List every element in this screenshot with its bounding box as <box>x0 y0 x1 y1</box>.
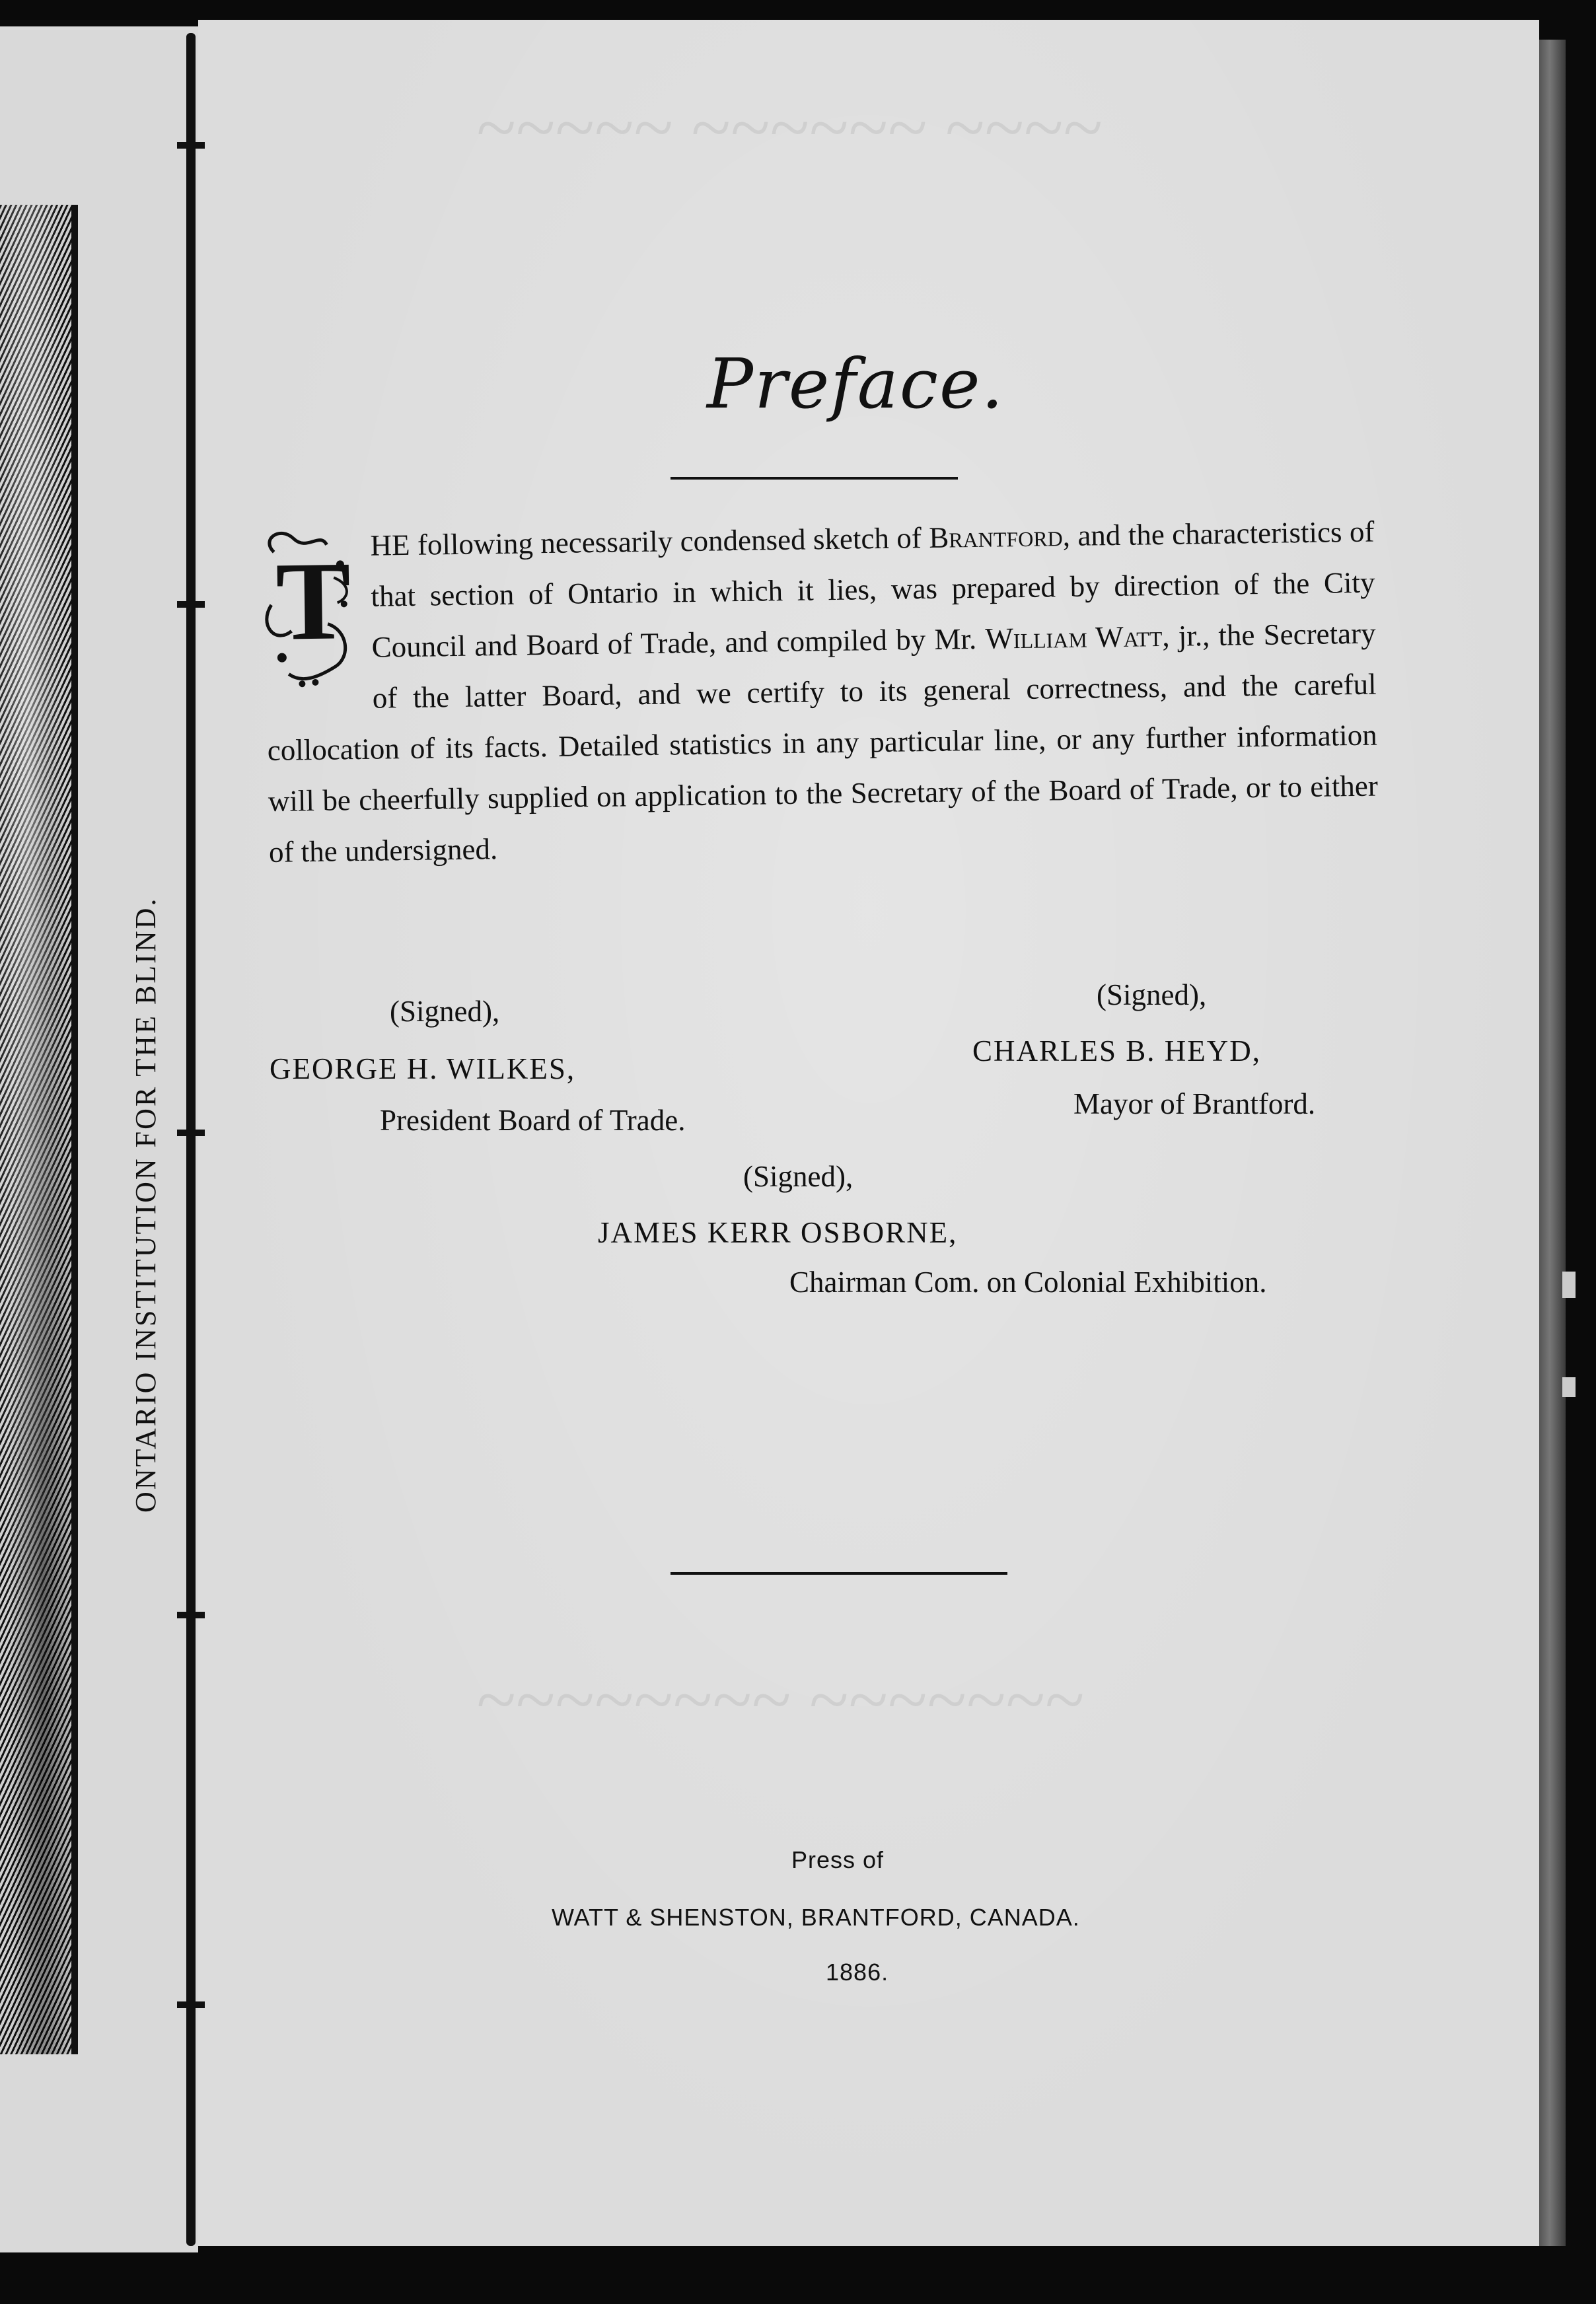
page-title: Preface. <box>707 343 1005 424</box>
footer-rule <box>671 1572 1007 1575</box>
paragraph-city: Brantford <box>928 519 1064 554</box>
show-through-line: ~~~~~ ~~~~~~ ~~~~ <box>476 87 1102 168</box>
facing-page <box>0 26 198 2252</box>
stitch-mark <box>177 1130 205 1136</box>
edge-mark <box>1562 1377 1576 1397</box>
imprint-press-of: Press of <box>791 1846 885 1873</box>
stitch-mark <box>177 601 205 608</box>
imprint-publisher: WATT & SHENSTON, BRANTFORD, CANADA. <box>552 1904 1080 1931</box>
paragraph-part-2: , and the characteristics of that section of Ontario in which it lies, was prepared by direction of the City Council and Board of Trade, and compiled by Mr. <box>371 515 1375 664</box>
stitch-mark <box>177 2001 205 2008</box>
show-through-line: ~~~~~~~~ ~~~~~~~ <box>476 1659 1084 1740</box>
imprint-year: 1886. <box>826 1959 889 1986</box>
signatory-title: Chairman Com. on Colonial Exhibition. <box>789 1266 1267 1299</box>
binding-stitch-line <box>186 33 196 2246</box>
signatory-name: GEORGE H. WILKES, <box>270 1052 576 1085</box>
edge-mark <box>1562 1272 1576 1298</box>
stitch-mark <box>177 1612 205 1618</box>
spine-label: ONTARIO INSTITUTION FOR THE BLIND. <box>129 896 162 1513</box>
signatory-title: President Board of Trade. <box>380 1104 686 1137</box>
drop-cap-ornament <box>260 524 355 691</box>
signatory-name: JAMES KERR OSBORNE, <box>598 1216 958 1249</box>
preface-paragraph <box>264 507 1379 878</box>
page-edge <box>1539 40 1566 2246</box>
signed-label: (Signed), <box>1097 978 1207 1011</box>
paragraph-compiler: William Watt <box>985 620 1163 655</box>
signed-label: (Signed), <box>743 1160 853 1193</box>
engraving-fragment <box>0 205 78 2054</box>
scan-border <box>1566 0 1596 2304</box>
stitch-mark <box>177 142 205 149</box>
paragraph-part-3: , jr., the Secretary of the latter Board, and we certify to its general correctness, and the careful collocation of its facts. Detailed statistics in any particular line, or any further information will be cheerfully supplied on application to the Secretary of the Board of Trade, or to either of the undersigned. <box>267 616 1379 869</box>
drop-cap-letter: T <box>275 538 352 664</box>
signatory-name: CHARLES B. HEYD, <box>972 1034 1262 1067</box>
paragraph-lead: HE following necessarily condensed sketch of <box>370 521 929 562</box>
title-rule <box>671 477 958 480</box>
signatory-title: Mayor of Brantford. <box>1073 1087 1316 1120</box>
signed-label: (Signed), <box>390 995 500 1028</box>
